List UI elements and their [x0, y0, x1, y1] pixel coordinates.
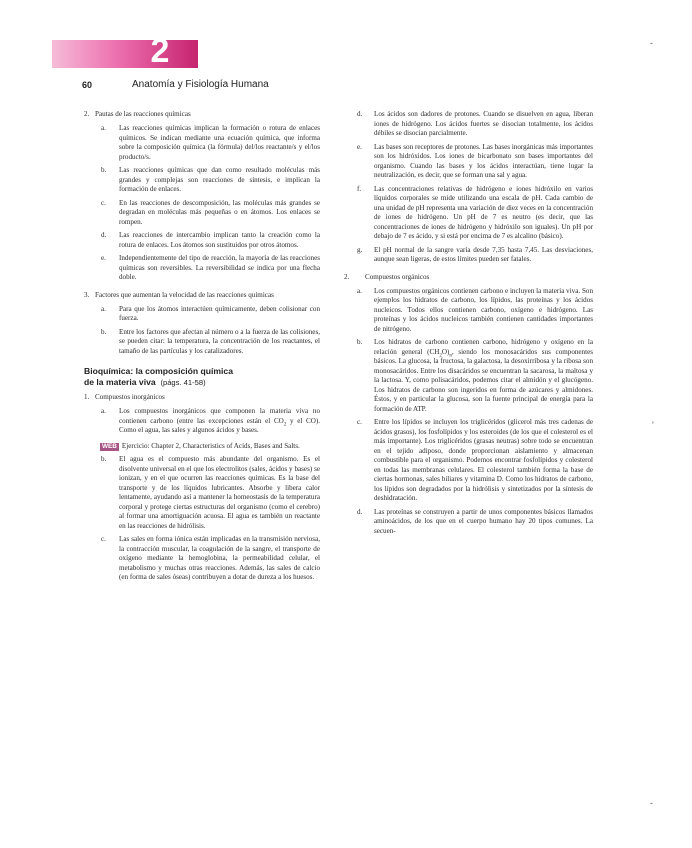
list-item: [84, 110, 320, 120]
sub-item: d. Las proteínas se construyen a partir de unos componentes básicos llamados aminoácidos, de los que en el cuerpo humano hay 20 tipos comunes. La secuen-: [357, 507, 593, 535]
sub-item: d. Los ácidos son dadores de protones. Cuando se disuelven en agua, liberan iones de hidrógeno. Los ácidos fuertes se disocian totalmente, los ácidos débiles se disocian parcialmente.: [357, 110, 593, 137]
web-badge: WEB: [102, 442, 117, 450]
sub-item: e. Independientemente del tipo de reacción, la mayoría de las reacciones químicas son reversibles. La reversibilidad se indica por una flecha doble.: [101, 254, 320, 281]
sub-item: f. Las concentraciones relativas de hidrógeno e iones hidróxilo en varios líquidos corporales se mide utilizando una escala de pH. Cada cambio de una unidad de pH representa una variación de diez veces en la concentración de iones de hidrógeno. Un pH de 7 es neutro (es decir, que las concentraciones de iones de hidrógeno y hidróxilo son iguales). Un pH por debajo de 7 es ácido, y si está por encima de 7 es alcalino (básico).: [357, 184, 593, 240]
page-number: 60: [82, 80, 93, 90]
sub-item: c. En las reacciones de descomposición, las moléculas más grandes se degradan en moléculas más pequeñas o en átomos. Los enlaces se rompen.: [101, 198, 320, 226]
list-label: 2.: [84, 110, 90, 118]
chapter-number: 2: [150, 32, 170, 70]
sub-item: b. Los hidratos de carbono contienen carbono, hidrógeno y oxígeno en la relación general $(CH_2O)_n$, siendo los monosacáridos sus componentes básicos. La glucosa, la fructosa, la galactosa, la desoxirribosa y la ribosa son monosacáridos. Entre los disacáridos se encuentran la sacarosa, la maltosa y la lactosa. Y, como polisacáridos, podemos citar el almidón y el glucógeno. Los hidratos de carbono son ingeridos en forma de azúcares y almidones. Éstos, y en particular la glucosa, son la fuente principal de energía para la formación de ATP.: [357, 338, 593, 413]
sub-item: a. Los compuestos orgánicos contienen carbono e incluyen la materia viva. Son ejemplos los hidratos de carbono, los lípidos, las proteínas y los ácidos nucleicos. Todos ellos contienen carbono, oxígeno e hidrógeno. Las proteínas y los ácidos nucleicos también contienen cantidades importantes de nitrógeno.: [357, 286, 593, 333]
sub-item: b. Entre los factores que afectan al número o a la fuerza de las colisiones, se pueden citar: la temperatura, la concentración de los reactantes, el tamaño de las partículas y los catalizadores.: [101, 327, 320, 355]
sub-item: d. Las reacciones de intercambio implican tanto la creación como la rotura de enlaces. Los átomos son sustituidos por otros átomos.: [101, 231, 320, 249]
section-pages: (págs. 41-58): [160, 377, 206, 387]
crop-mark: -: [650, 38, 653, 48]
section-heading-line: Bioquímica: la composición química: [84, 366, 233, 376]
list-item: [84, 393, 320, 403]
sub-item: b. El agua es el compuesto más abundante del organismo. Es el disolvente universal en el que los electrolitos (sales, ácidos y bases) se ionizan, y en el que ocurren las reacciones químicas. Es la base del transporte y de los líquidos lubricantes. Absorbe y libera calor lentamente, ayudando así a mantener la homeostasis de la temperatura corporal y protege ciertas estructuras del organismo (como el cerebro) al formar una amortiguación acuosa. El agua es también un reactante en las reacciones de hidrólisis.: [101, 455, 320, 530]
crop-mark: ': [652, 420, 654, 430]
running-title: Anatomía y Fisiología Humana: [132, 79, 269, 90]
list-label: 2.: [344, 272, 350, 281]
list-label: 3.: [84, 290, 90, 299]
list-text: Compuestos inorgánicos: [95, 393, 165, 401]
sub-item: b. Las reacciones químicas que dan como resultado moléculas más grandes y complejas son reacciones de síntesis, e implican la formación de enlaces.: [101, 166, 320, 193]
section-heading-line: de la materia viva: [84, 376, 156, 387]
crop-mark: -: [650, 798, 653, 808]
sub-item: c. Las sales en forma iónica están implicadas en la transmisión nerviosa, la contracción muscular, la coagulación de la sangre, el transporte de oxígeno mediante la hemoglobina, la permeabilidad celular, el metabolismo y muchas otras reacciones. Además, las sales de calcio (en forma de sales óseas) contribuyen a dotar de dureza a los huesos.: [101, 535, 320, 581]
web-exercise-text: Ejercicio: Chapter 2, Characteristics of Acids, Bases and Salts.: [121, 441, 300, 450]
right-column: [344, 110, 593, 540]
sub-item: a. Los compuestos inorgánicos que componen la materia viva no contienen carbono (entre las excepciones están el $CO_2$ y el CO). Como el agua, las sales y algunos ácidos y bases.: [101, 407, 321, 434]
sub-item: e. Las bases son receptores de protones. Las bases inorgánicas más importantes son los hidróxidos. Los iones de bicarbonato son bases importantes del organismo. Cuando las bases y los ácidos interactúan, tiene lugar la neutralización, es decir, que se forman una sal y agua.: [357, 142, 593, 179]
sub-item: c. Entre los lípidos se incluyen los triglicéridos (glicerol más tres cadenas de ácidos grasos), los fosfolípidos y los esteroides (de los que el colesterol es el más importante). Los triglicéridos (grasas neutras) sobre todo se encuentran en el tejido adiposo, donde proporcionan aislamiento y almacenan combustible para el organismo. Podemos encontrar fosfolípidos y colesterol en todas las membranas celulares. El colesterol también forma la base de ciertas hormonas, sales biliares y vitamina D. Como los hidratos de carbono, los lípidos son degradados por la hidrólisis y sintetizados por la síntesis de deshidratación.: [357, 418, 593, 502]
list-item: [84, 291, 320, 301]
sub-item: a. Las reacciones químicas implican la formación o rotura de enlaces químicos. Se indican mediante una ecuación química, que informa sobre la composición química (la fórmula) del/los reactante/s y el/los producto/s.: [101, 124, 320, 161]
sub-item: a. Para que los átomos interactúen químicamente, deben colisionar con fuerza.: [101, 304, 320, 322]
list-item: [344, 272, 593, 283]
sub-item: g. El pH normal de la sangre varía desde 7,35 hasta 7,45. Las desviaciones, aunque sean ligeras, de estos límites pueden ser fatales.: [357, 245, 593, 263]
left-column: [84, 110, 320, 587]
list-text: Factores que aumentan la velocidad de las reacciones químicas: [95, 290, 274, 299]
list-label: 1.: [84, 393, 90, 401]
web-exercise: [100, 442, 320, 452]
list-text: Compuestos orgánicos: [365, 272, 430, 281]
section-heading: [84, 366, 320, 388]
list-text: Pautas de las reacciones químicas: [95, 110, 191, 118]
